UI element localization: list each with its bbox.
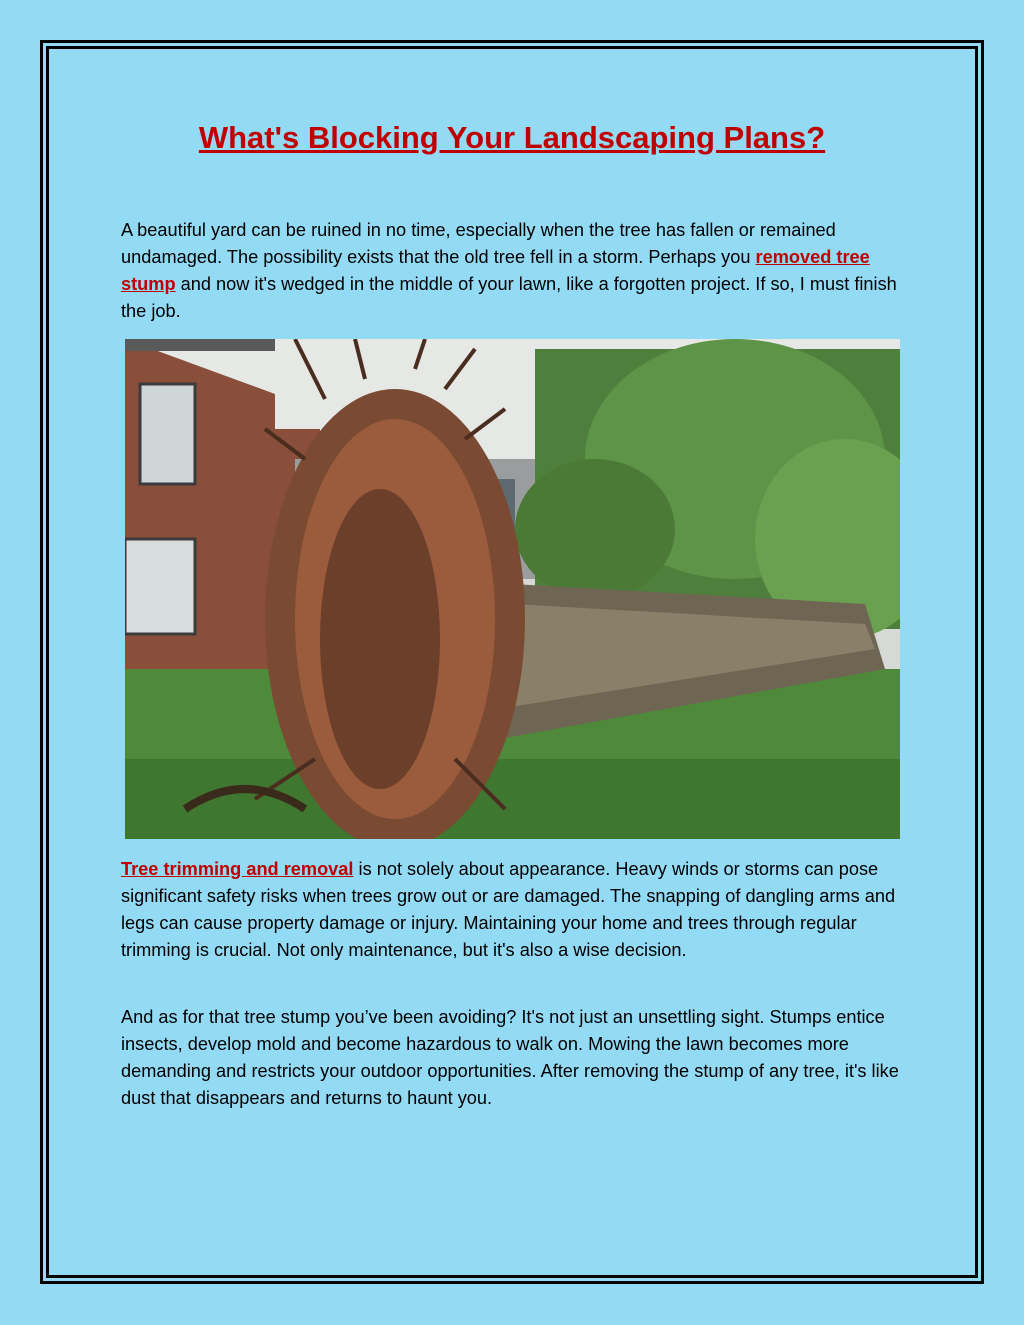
- tree-trimming-link[interactable]: Tree trimming and removal: [121, 859, 354, 879]
- uprooted-tree-photo: [125, 339, 900, 839]
- intro-paragraph: [121, 217, 911, 325]
- tree-stump-paragraph: And as for that tree stump you’ve been avoiding? It's not just an unsettling sight. Stumps entice insects, develop mold and become hazardous to walk on. Mowing the lawn becomes more demanding and restricts your outdoor opportunities. After removing the stump of any tree, it's like dust that disappears and returns to haunt you.: [121, 1007, 899, 1108]
- tree-trimming-paragraph: [121, 856, 911, 964]
- removed-tree-stump-link[interactable]: removed tree stump: [121, 247, 870, 294]
- page-title: What's Blocking Your Landscaping Plans?: [198, 120, 826, 155]
- intro-text-start: A beautiful yard can be ruined in no time, especially when the tree has fallen or remained undamaged. The possibility exists that the old tree fell in a storm. Perhaps you: [121, 220, 836, 267]
- intro-text-end: and now it's wedged in the middle of your lawn, like a forgotten project. If so, I must finish the job.: [121, 274, 897, 321]
- tree-trimming-text: is not solely about appearance. Heavy winds or storms can pose significant safety risks when trees grow out or are damaged. The snapping of dangling arms and legs can cause property damage or injury. Maintaining your home and trees through regular trimming is crucial. Not only maintenance, but it's also a wise decision.: [121, 859, 896, 960]
